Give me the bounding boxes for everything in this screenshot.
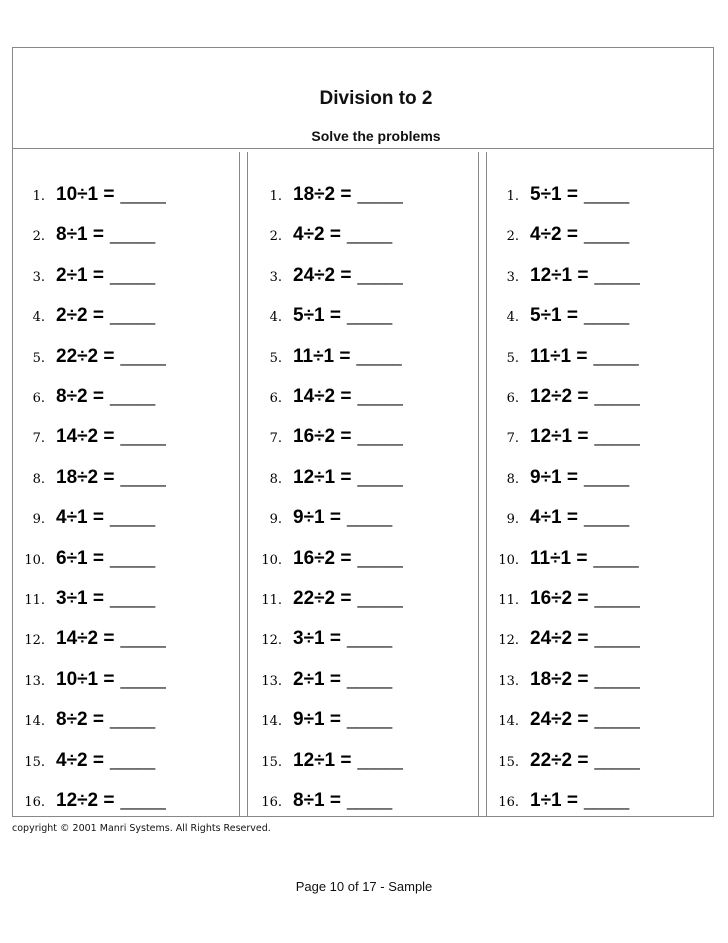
problem-expression-text: 9÷1 =: [293, 507, 341, 529]
answer-blank[interactable]: _____: [346, 791, 392, 810]
problem-expression: [293, 184, 402, 206]
problem-expression: [56, 467, 165, 489]
worksheet-title: [13, 88, 715, 110]
answer-blank[interactable]: _____: [357, 467, 403, 487]
problem-expression-text: 10÷1 =: [56, 668, 115, 690]
answer-blank[interactable]: _____: [346, 306, 392, 326]
answer-blank[interactable]: _____: [109, 306, 155, 326]
problem-expression-text: 2÷1 =: [293, 668, 341, 690]
problem-item: [487, 588, 639, 618]
problem-item: [13, 184, 165, 214]
problem-item: [13, 467, 165, 497]
problem-item: [250, 709, 392, 739]
problem-expression-text: 3÷1 =: [56, 588, 104, 609]
problem-number: 9.: [506, 512, 519, 528]
problem-expression: [56, 548, 155, 570]
problem-number: 15.: [261, 754, 282, 770]
problem-expression: [293, 790, 392, 812]
answer-blank[interactable]: _____: [594, 669, 640, 689]
answer-blank[interactable]: _____: [593, 548, 639, 568]
problem-number: 7.: [32, 431, 45, 447]
problem-expression: [56, 709, 155, 731]
problem-expression: [530, 588, 639, 610]
answer-blank[interactable]: _____: [594, 265, 640, 285]
problem-item: [13, 669, 165, 699]
problem-expression-text: 22÷2 =: [530, 749, 589, 771]
problem-expression: [530, 548, 638, 570]
problem-expression: [293, 709, 392, 731]
problem-expression: [293, 548, 402, 570]
problem-expression-text: 12÷1 =: [293, 466, 352, 488]
answer-blank[interactable]: _____: [109, 589, 155, 608]
problem-expression-text: 5÷1 =: [530, 184, 578, 205]
problem-item: [487, 750, 639, 780]
column-divider: [478, 152, 487, 816]
problem-number: 8.: [32, 471, 45, 487]
answer-blank[interactable]: _____: [346, 669, 392, 689]
problem-expression: [293, 750, 402, 772]
answer-blank[interactable]: _____: [583, 306, 629, 326]
problem-item: [487, 184, 629, 214]
problem-expression: [56, 305, 155, 327]
problem-expression-text: 12÷1 =: [293, 749, 352, 771]
problem-number: 4.: [506, 310, 519, 326]
problem-number: 2.: [506, 229, 519, 245]
problem-item: [487, 426, 639, 456]
problem-number: 8.: [506, 471, 519, 487]
problem-number: 10.: [261, 552, 282, 568]
problem-item: [13, 346, 165, 376]
problem-expression-text: 24÷2 =: [530, 709, 589, 731]
problem-expression: [530, 790, 629, 812]
problem-expression: [56, 426, 165, 448]
problem-item: [487, 669, 639, 699]
problem-number: 12.: [24, 633, 45, 649]
problem-expression-text: 14÷2 =: [56, 628, 115, 650]
problem-item: [13, 386, 155, 416]
problem-expression: [530, 184, 629, 206]
problem-number: 11.: [498, 593, 519, 608]
problem-number: 2.: [269, 229, 282, 245]
problem-number: 7.: [269, 431, 282, 447]
problem-item: [13, 548, 155, 578]
answer-blank[interactable]: _____: [357, 387, 403, 406]
answer-blank[interactable]: _____: [583, 508, 629, 528]
problem-expression: [293, 628, 392, 650]
problem-number: 6.: [32, 391, 45, 406]
problem-item: [250, 750, 402, 780]
answer-blank[interactable]: _____: [109, 710, 155, 730]
problem-expression-text: 24÷2 =: [530, 628, 589, 650]
problem-item: [487, 548, 638, 578]
problem-number: 3.: [506, 269, 519, 285]
problem-expression-text: 12÷1 =: [530, 426, 589, 448]
problem-expression: [530, 426, 639, 448]
answer-blank[interactable]: _____: [346, 710, 392, 730]
problem-expression: [293, 305, 392, 327]
page-number: [0, 879, 728, 894]
problem-item: [13, 628, 165, 658]
copyright-notice: copyright © 2001 Manri Systems. All Rights Reserved.: [12, 823, 271, 834]
problem-expression: [56, 265, 155, 287]
problem-expression-text: 4÷1 =: [56, 507, 104, 529]
answer-blank[interactable]: _____: [346, 508, 392, 528]
problem-number: 1.: [269, 189, 282, 204]
problem-expression-text: 8÷1 =: [56, 224, 104, 246]
problem-expression: [293, 346, 401, 368]
answer-blank[interactable]: _____: [594, 589, 640, 608]
problem-number: 3.: [269, 269, 282, 285]
problem-expression-text: 4÷2 =: [56, 749, 104, 771]
answer-blank[interactable]: _____: [120, 346, 166, 366]
answer-blank[interactable]: _____: [594, 427, 640, 447]
problem-expression: [530, 224, 629, 246]
problem-item: [250, 669, 392, 699]
problem-item: [250, 507, 392, 537]
problem-number: 16.: [24, 795, 45, 810]
problem-item: [487, 790, 629, 820]
problem-item: [250, 224, 392, 254]
problem-number: 14.: [24, 714, 45, 730]
problem-expression-text: 22÷2 =: [56, 345, 115, 367]
problem-expression-text: 22÷2 =: [293, 588, 352, 609]
answer-blank[interactable]: _____: [357, 265, 403, 285]
problem-number: 16.: [498, 795, 519, 810]
problem-expression-text: 4÷2 =: [293, 224, 341, 246]
problem-item: [487, 386, 639, 416]
problem-expression: [293, 224, 392, 246]
problem-expression: [56, 184, 165, 206]
problem-item: [487, 628, 639, 658]
answer-blank[interactable]: _____: [109, 265, 155, 285]
answer-blank[interactable]: _____: [120, 427, 166, 447]
answer-blank[interactable]: _____: [594, 750, 640, 770]
problem-expression-text: 4÷1 =: [530, 507, 578, 529]
problem-item: [487, 346, 638, 376]
problem-item: [250, 548, 402, 578]
problem-number: 13.: [498, 673, 519, 689]
problem-item: [13, 426, 165, 456]
problem-expression-text: 11÷1 =: [530, 345, 588, 367]
answer-blank[interactable]: _____: [583, 791, 629, 810]
problem-item: [13, 750, 155, 780]
problem-expression-text: 9÷1 =: [530, 466, 578, 488]
problem-expression: [530, 305, 629, 327]
problem-item: [250, 588, 402, 618]
problem-expression: [56, 588, 155, 610]
problem-number: 4.: [32, 310, 45, 326]
problem-expression-text: 5÷1 =: [293, 305, 341, 327]
problem-expression: [530, 507, 629, 529]
problem-expression: [56, 386, 155, 408]
problem-item: [487, 305, 629, 335]
problem-number: 5.: [269, 350, 282, 366]
answer-blank[interactable]: _____: [109, 387, 155, 406]
answer-blank[interactable]: _____: [583, 185, 629, 204]
answer-blank[interactable]: _____: [594, 710, 640, 730]
problem-number: 11.: [24, 593, 45, 608]
problem-expression: [293, 467, 402, 489]
problem-item: [13, 305, 155, 335]
problem-number: 5.: [506, 350, 519, 366]
answer-blank[interactable]: _____: [594, 629, 640, 649]
answer-blank[interactable]: _____: [357, 548, 403, 568]
problem-expression-text: 18÷2 =: [530, 668, 589, 690]
problem-expression: [530, 750, 639, 772]
problem-expression: [530, 386, 639, 408]
problem-expression: [293, 426, 402, 448]
problem-expression-text: 14÷2 =: [293, 386, 352, 407]
answer-blank[interactable]: _____: [120, 791, 166, 810]
problem-number: 1.: [506, 189, 519, 204]
answer-blank[interactable]: _____: [593, 346, 639, 366]
problem-expression: [293, 386, 402, 408]
answer-blank[interactable]: _____: [583, 467, 629, 487]
problem-expression-text: 18÷2 =: [293, 184, 352, 205]
answer-blank[interactable]: _____: [357, 427, 403, 447]
page-number-text: Page 10 of 17 - Sample: [295, 879, 433, 894]
problem-number: 7.: [506, 431, 519, 447]
answer-blank[interactable]: _____: [120, 185, 166, 204]
problem-number: 6.: [269, 391, 282, 406]
problem-expression: [530, 346, 638, 368]
problem-expression-text: 16÷2 =: [530, 588, 589, 609]
problem-number: 10.: [24, 552, 45, 568]
problems-area: [13, 152, 713, 816]
problem-number: 15.: [24, 754, 45, 770]
answer-blank[interactable]: _____: [109, 508, 155, 528]
problem-item: [13, 790, 165, 820]
problem-expression-text: 16÷2 =: [293, 547, 352, 569]
problem-expression-text: 12÷2 =: [530, 386, 589, 407]
answer-blank[interactable]: _____: [356, 346, 402, 366]
problem-expression-text: 2÷2 =: [56, 305, 104, 327]
problem-expression: [56, 628, 165, 650]
problem-expression: [293, 588, 402, 610]
problem-item: [250, 265, 402, 295]
answer-blank[interactable]: _____: [109, 548, 155, 568]
problem-item: [487, 467, 629, 497]
problem-expression-text: 5÷1 =: [530, 305, 578, 327]
problem-expression-text: 8÷2 =: [56, 386, 104, 407]
problem-item: [13, 588, 155, 618]
problem-number: 12.: [261, 633, 282, 649]
problem-expression-text: 12÷1 =: [530, 264, 589, 286]
problem-number: 8.: [269, 471, 282, 487]
problem-number: 12.: [498, 633, 519, 649]
problem-number: 5.: [32, 350, 45, 366]
answer-blank[interactable]: _____: [583, 225, 629, 245]
problem-expression: [530, 709, 639, 731]
problem-expression-text: 16÷2 =: [293, 426, 352, 448]
problem-expression: [293, 669, 392, 691]
problem-expression-text: 18÷2 =: [56, 466, 115, 488]
worksheet-instructions-text: Solve the problems: [311, 128, 441, 144]
problem-item: [250, 346, 401, 376]
worksheet-header: [13, 48, 713, 149]
problem-item: [13, 709, 155, 739]
answer-blank[interactable]: _____: [120, 669, 166, 689]
problem-item: [487, 507, 629, 537]
problem-expression: [530, 628, 639, 650]
answer-blank[interactable]: _____: [346, 225, 392, 245]
problem-expression: [56, 224, 155, 246]
problem-expression-text: 8÷2 =: [56, 709, 104, 731]
problem-expression-text: 11÷1 =: [293, 345, 351, 367]
answer-blank[interactable]: _____: [109, 225, 155, 245]
answer-blank[interactable]: _____: [357, 750, 403, 770]
problem-expression-text: 14÷2 =: [56, 426, 115, 448]
problem-number: 10.: [498, 552, 519, 568]
problem-item: [250, 184, 402, 214]
problem-expression-text: 24÷2 =: [293, 264, 352, 286]
problem-expression-text: 12÷2 =: [56, 790, 115, 811]
problem-item: [250, 628, 392, 658]
column-divider: [239, 152, 248, 816]
problem-number: 13.: [261, 673, 282, 689]
problem-expression: [530, 265, 639, 287]
problem-number: 2.: [32, 229, 45, 245]
problem-number: 14.: [498, 714, 519, 730]
problem-item: [13, 224, 155, 254]
problem-expression: [56, 507, 155, 529]
problem-expression-text: 1÷1 =: [530, 790, 578, 811]
worksheet-instructions: [13, 128, 715, 144]
problem-expression: [56, 346, 165, 368]
problem-item: [250, 386, 402, 416]
problem-number: 9.: [269, 512, 282, 528]
problem-expression-text: 9÷1 =: [293, 709, 341, 731]
problem-expression-text: 8÷1 =: [293, 790, 341, 811]
worksheet-title-text: Division to 2: [319, 88, 433, 109]
problem-expression-text: 10÷1 =: [56, 184, 115, 205]
problem-number: 1.: [32, 189, 45, 204]
problem-expression: [530, 669, 639, 691]
worksheet-frame: [12, 47, 714, 817]
problem-number: 9.: [32, 512, 45, 528]
problem-item: [250, 467, 402, 497]
problem-number: 11.: [261, 593, 282, 608]
problem-expression: [530, 467, 629, 489]
problem-expression: [56, 669, 165, 691]
problem-item: [487, 709, 639, 739]
problem-expression-text: 3÷1 =: [293, 628, 341, 650]
problem-number: 16.: [261, 795, 282, 810]
problem-expression-text: 6÷1 =: [56, 547, 104, 569]
problem-item: [250, 426, 402, 456]
answer-blank[interactable]: _____: [120, 467, 166, 487]
problem-item: [13, 265, 155, 295]
problem-expression: [56, 750, 155, 772]
answer-blank[interactable]: _____: [357, 185, 403, 204]
problem-expression: [56, 790, 165, 812]
problem-number: 15.: [498, 754, 519, 770]
problem-item: [487, 224, 629, 254]
answer-blank[interactable]: _____: [109, 750, 155, 770]
problem-item: [250, 305, 392, 335]
problem-expression-text: 11÷1 =: [530, 547, 588, 569]
problem-number: 4.: [269, 310, 282, 326]
problem-expression-text: 2÷1 =: [56, 264, 104, 286]
problem-item: [13, 507, 155, 537]
problem-expression: [293, 507, 392, 529]
problem-number: 13.: [24, 673, 45, 689]
problem-item: [487, 265, 639, 295]
answer-blank[interactable]: _____: [357, 589, 403, 608]
problem-expression-text: 4÷2 =: [530, 224, 578, 246]
problem-expression: [293, 265, 402, 287]
problem-number: 14.: [261, 714, 282, 730]
answer-blank[interactable]: _____: [346, 629, 392, 649]
answer-blank[interactable]: _____: [120, 629, 166, 649]
answer-blank[interactable]: _____: [594, 387, 640, 406]
problem-number: 6.: [506, 391, 519, 406]
problem-item: [250, 790, 392, 820]
problem-number: 3.: [32, 269, 45, 285]
